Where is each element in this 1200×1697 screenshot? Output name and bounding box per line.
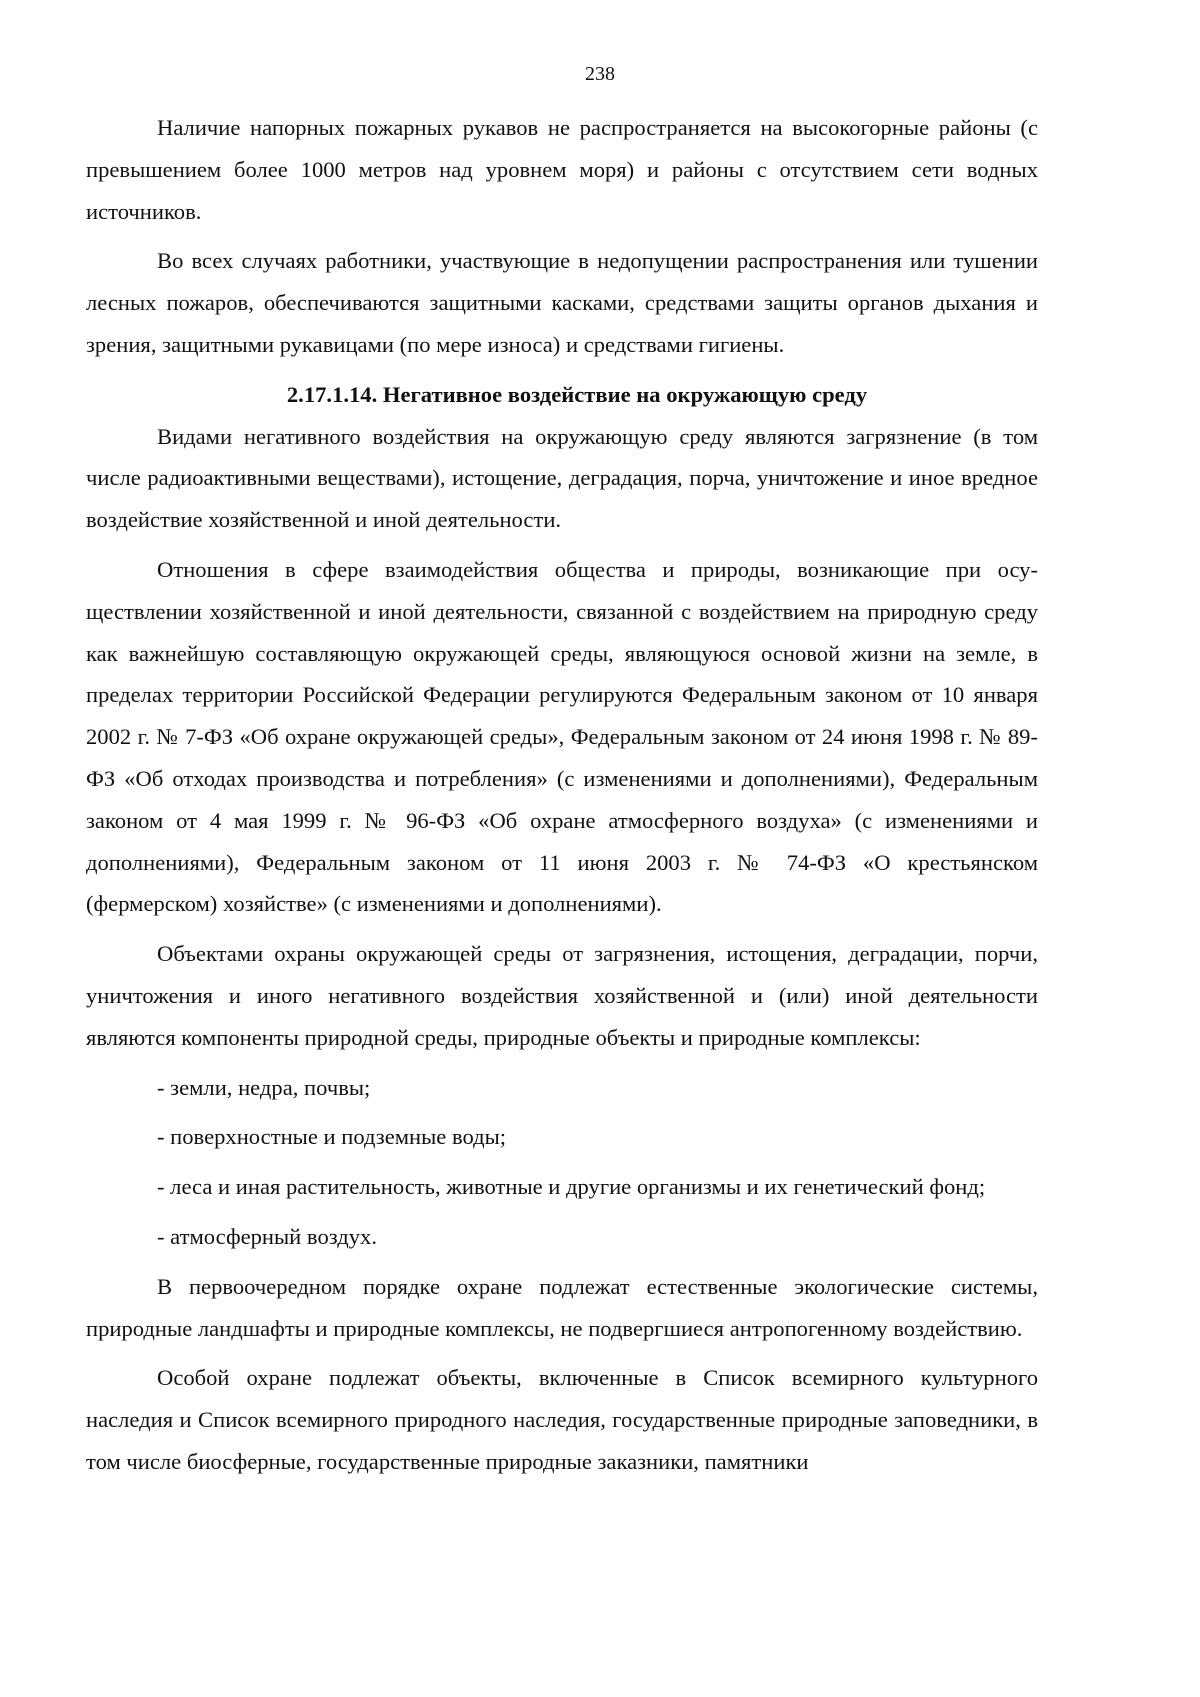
paragraph-protected-objects: Объектами охраны окружающей среды от загрязнения, истощения, деградации, порчи, уничтожения и иного негативного воздействия хозяйственной и (или) иной деятельности являются компоненты природной среды, природные объекты и природные комплексы:: [86, 941, 1038, 1050]
list-item: - леса и иная растительность, животные и другие организмы и их генетический фонд;: [157, 1174, 986, 1200]
paragraph-fire-hoses: Наличие напорных пожарных рукавов не распространяется на высокогорные районы (с превышением более 1000 метров над уровнем моря) и районы с отсутствием сети водных источников.: [86, 115, 1038, 224]
paragraph-negative-impact-types: Видами негативного воздействия на окружающую среду являются загрязнение (в том числе радиоактивными веществами), истощение, деградация, порча, уничтожение и иное вредное воздействие хозяйственной и иной деятельности.: [86, 423, 1038, 533]
page-number: 238: [585, 63, 615, 85]
paragraph-special-protection: Особой охране подлежат объекты, включенные в Список всемирного культурного наследия и Список всемирного природного наследия, государственные природные заповедники, в том числе биосферные, государственные природные заказники, памятники: [86, 1365, 1038, 1474]
paragraph-legal-regulation: Отношения в сфере взаимодействия общества и природы, возникающие при осуществлении хозяйственной и иной деятельности, связанной с воздействием на природную среду как важнейшую составляющую окружающей среды, являющуюся основой жизни на земле, в пределах территории Российской Федерации регулируются Федеральным законом от 10 января 2002 г. № 7-ФЗ «Об охране окружающей среды», Федеральным законом от 24 июня 1998 г. № 89-ФЗ «Об отходах производства и потребления» (с изменениями и дополнениями), Федеральным законом от 4 мая 1999 г. № 96-ФЗ «Об охране атмосферного воздуха» (с изменениями и дополнениями), Федеральным законом от 11 июня 2003 г. № 74-ФЗ «О крестьянском (фермерском) хозяйстве» (с изменениями и дополнениями).: [86, 556, 1038, 917]
paragraph-priority-protection: В первоочередном порядке охране подлежат естественные экологические системы, природные ландшафты и природные комплексы, не подвергшиеся антропогенному воздействию.: [86, 1273, 1038, 1341]
list-item: - поверхностные и подземные воды;: [157, 1124, 507, 1150]
list-item: - атмосферный воздух.: [157, 1223, 377, 1249]
section-heading: 2.17.1.14. Негативное воздействие на окружающую среду: [286, 381, 868, 407]
paragraph-protective-equipment: Во всех случаях работники, участвующие в недопущении распространения или тушении лесных пожаров, обеспечиваются защитными касками, средствами защиты органов дыхания и зрения, защитными рукавицами (по мере износа) и средствами гигиены.: [86, 248, 1038, 357]
list-item: - земли, недра, почвы;: [157, 1074, 371, 1100]
body-text: [86, 107, 1038, 1483]
